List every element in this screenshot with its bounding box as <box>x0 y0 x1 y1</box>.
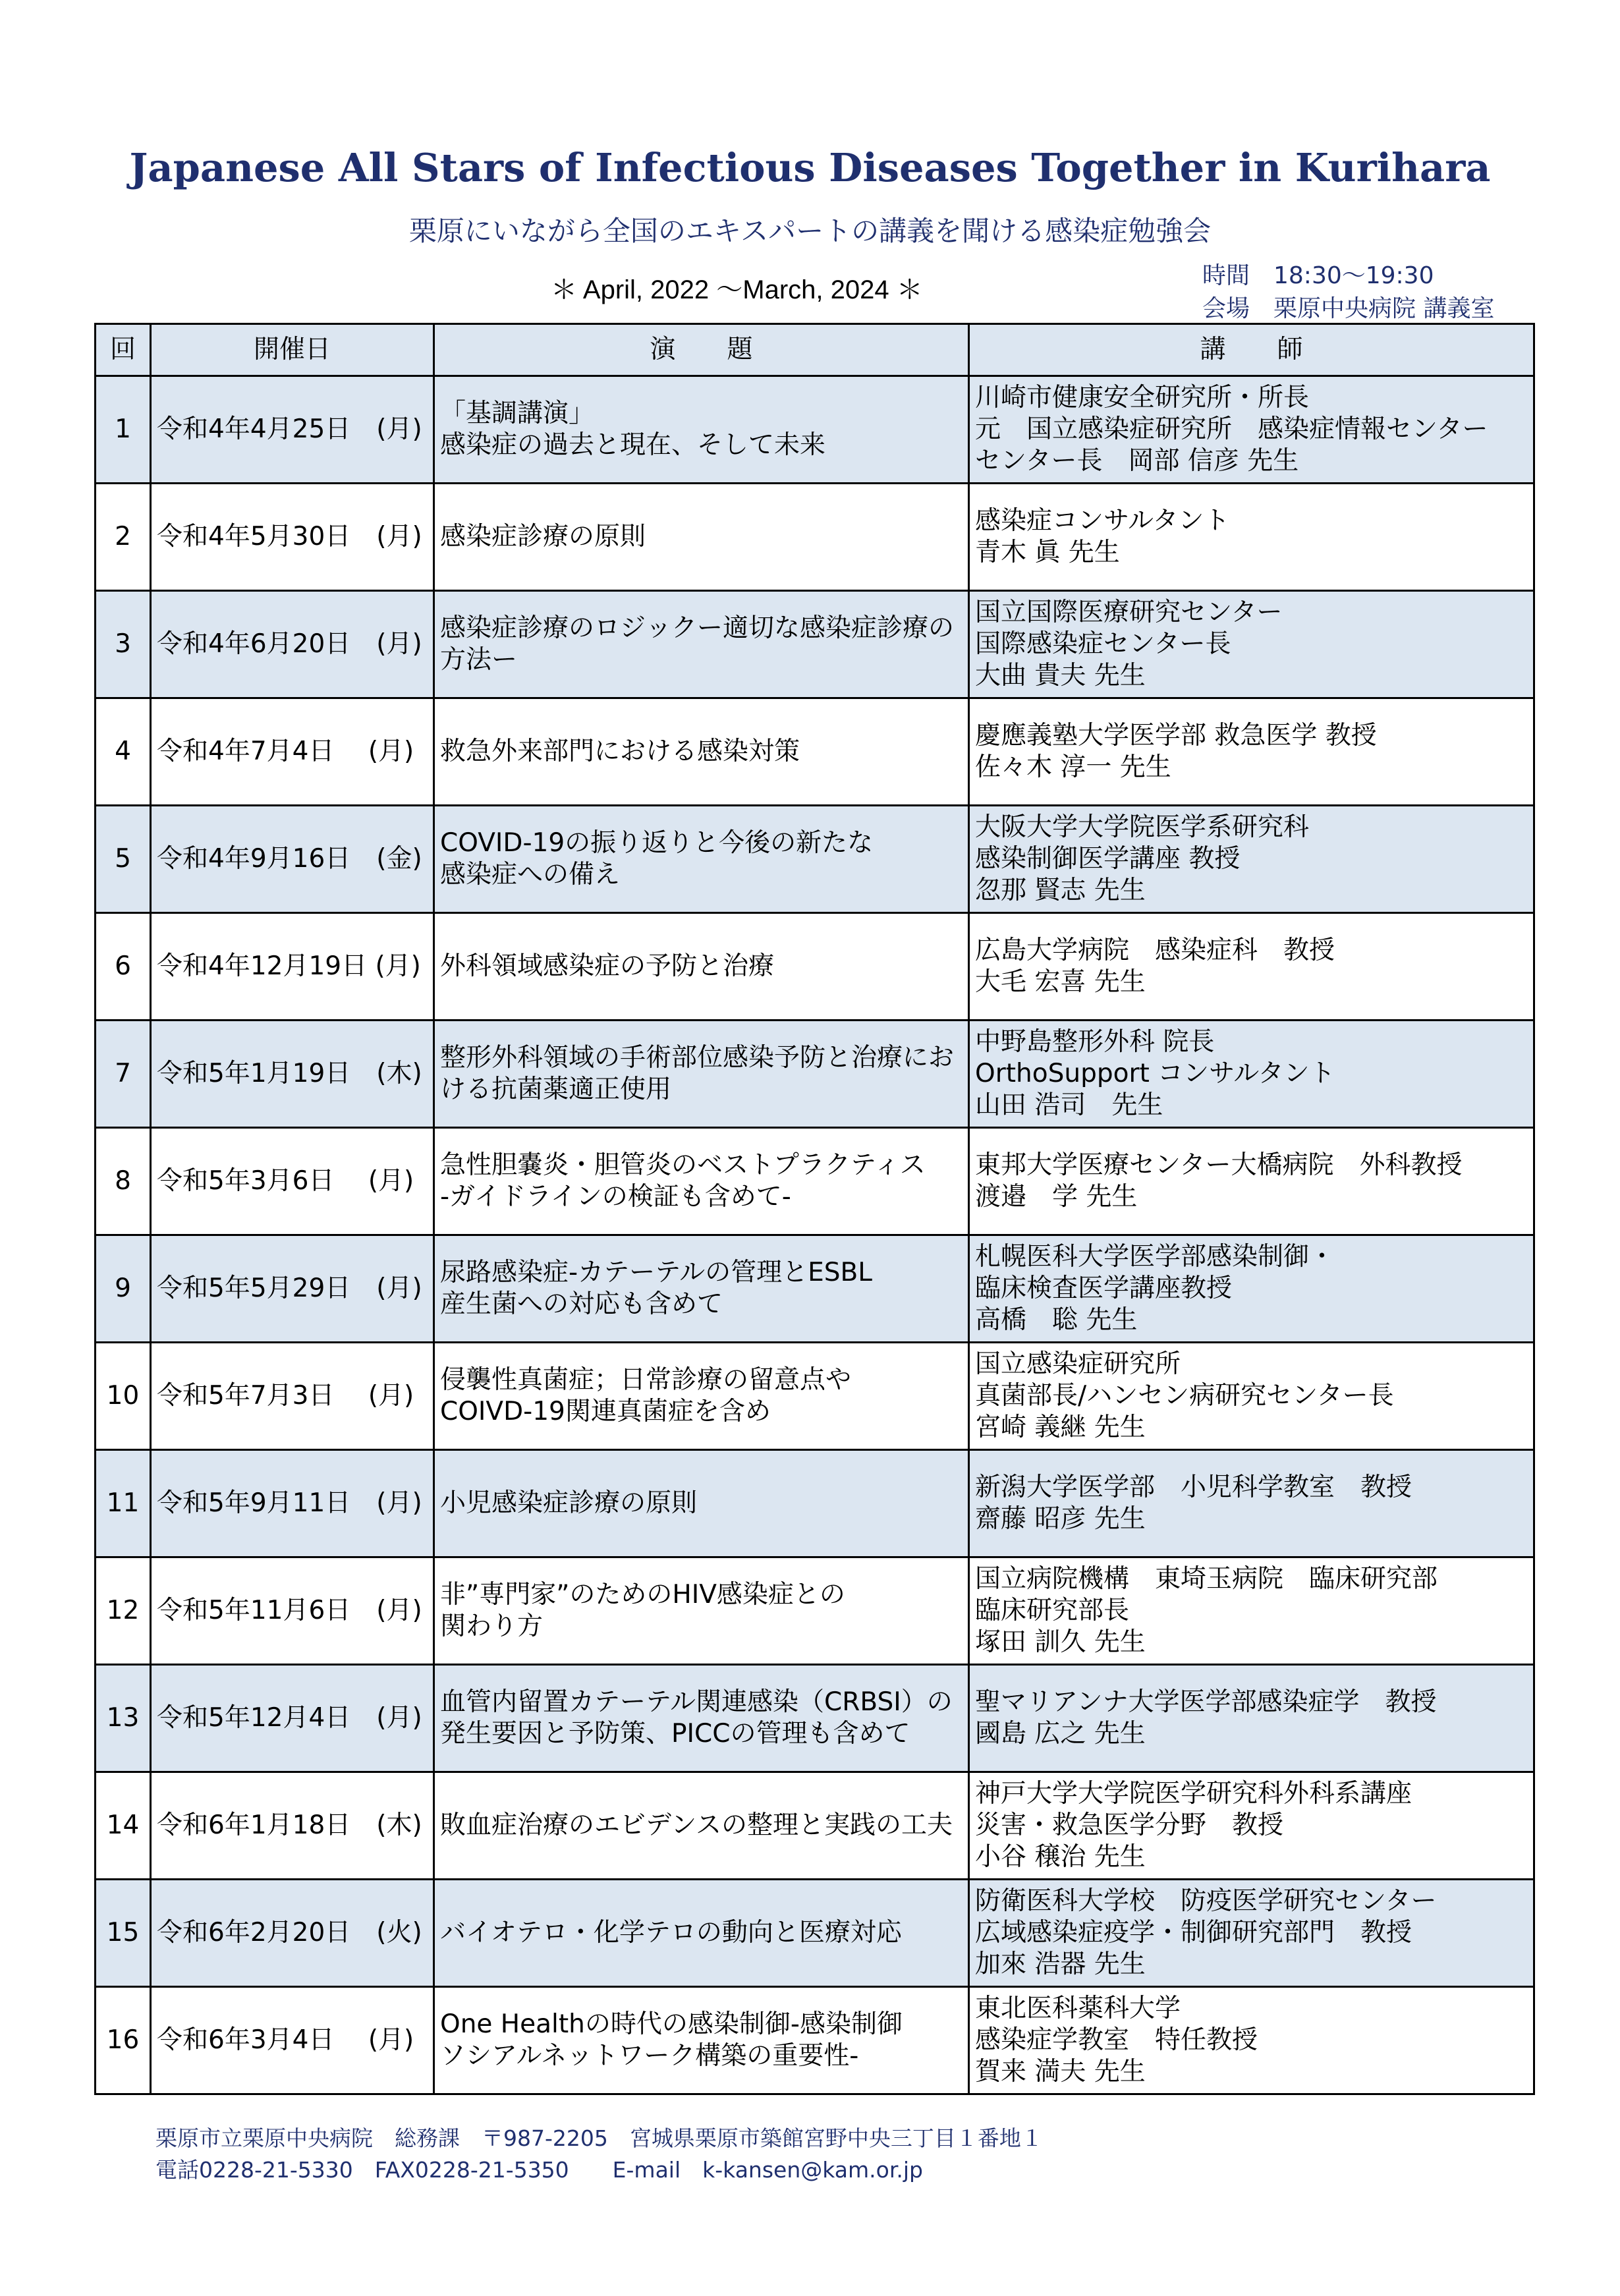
schedule-body <box>96 376 1534 2094</box>
cell-topic: One Healthの時代の感染制御-感染制御 ソシアルネットワーク構築の重要性- <box>434 1987 969 2094</box>
table-row <box>96 1665 1534 1772</box>
cell-no: 2 <box>96 484 151 591</box>
table-row <box>96 1021 1534 1128</box>
cell-lecturer: 広島大学病院 感染症科 教授 大毛 宏喜 先生 <box>969 913 1534 1021</box>
cell-no: 9 <box>96 1235 151 1343</box>
schedule-table <box>94 323 1535 2095</box>
table-row <box>96 1343 1534 1450</box>
table-row <box>96 1235 1534 1343</box>
cell-lecturer: 国立国際医療研究センター 国際感染症センター長 大曲 貴夫 先生 <box>969 591 1534 698</box>
cell-lecturer: 国立病院機構 東埼玉病院 臨床研究部 臨床研究部長 塚田 訓久 先生 <box>969 1557 1534 1665</box>
cell-no: 1 <box>96 376 151 484</box>
cell-no: 4 <box>96 698 151 806</box>
cell-lecturer: 東北医科薬科大学 感染症学教室 特任教授 賀来 満夫 先生 <box>969 1987 1534 2094</box>
cell-lecturer: 札幌医科大学医学部感染制御・ 臨床検査医学講座教授 高橋 聡 先生 <box>969 1235 1534 1343</box>
cell-topic: バイオテロ・化学テロの動向と医療対応 <box>434 1880 969 1987</box>
header-lecturer: 講 師 <box>969 324 1534 376</box>
cell-no: 14 <box>96 1772 151 1880</box>
cell-topic: 非”専門家”のためのHIV感染症との 関わり方 <box>434 1557 969 1665</box>
cell-topic: 感染症診療の原則 <box>434 484 969 591</box>
table-header-row <box>96 324 1534 376</box>
table-row <box>96 1128 1534 1235</box>
cell-no: 16 <box>96 1987 151 2094</box>
table-row <box>96 1880 1534 1987</box>
cell-lecturer: 神戸大学大学院医学研究科外科系講座 災害・救急医学分野 教授 小谷 穣治 先生 <box>969 1772 1534 1880</box>
cell-topic: 尿路感染症-カテーテルの管理とESBL 産生菌への対応も含めて <box>434 1235 969 1343</box>
cell-no: 7 <box>96 1021 151 1128</box>
table-row <box>96 1772 1534 1880</box>
table-row <box>96 1987 1534 2094</box>
cell-date: 令和4年4月25日 (月) <box>151 376 434 484</box>
cell-date: 令和4年7月4日 (月) <box>151 698 434 806</box>
cell-topic: 「基調講演」 感染症の過去と現在、そして未来 <box>434 376 969 484</box>
cell-date: 令和5年11月6日 (月) <box>151 1557 434 1665</box>
table-row <box>96 1557 1534 1665</box>
cell-topic: 血管内留置カテーテル関連感染（CRBSI）の発生要因と予防策、PICCの管理も含めて <box>434 1665 969 1772</box>
cell-lecturer: 感染症コンサルタント 青木 眞 先生 <box>969 484 1534 591</box>
cell-no: 11 <box>96 1450 151 1557</box>
cell-lecturer: 新潟大学医学部 小児科学教室 教授 齋藤 昭彦 先生 <box>969 1450 1534 1557</box>
cell-lecturer: 聖マリアンナ大学医学部感染症学 教授 國島 広之 先生 <box>969 1665 1534 1772</box>
cell-lecturer: 防衛医科大学校 防疫医学研究センター 広域感染症疫学・制御研究部門 教授 加來 浩器 先生 <box>969 1880 1534 1987</box>
cell-no: 6 <box>96 913 151 1021</box>
venue-label: 会場 栗原中央病院 講義室 <box>1202 295 1495 322</box>
cell-lecturer: 中野島整形外科 院長 OrthoSupport コンサルタント 山田 浩司 先生 <box>969 1021 1534 1128</box>
cell-no: 5 <box>96 806 151 913</box>
cell-topic: 侵襲性真菌症；日常診療の留意点や COIVD-19関連真菌症を含め <box>434 1343 969 1450</box>
cell-no: 12 <box>96 1557 151 1665</box>
footer-contact: 電話0228-21-5330 FAX0228-21-5350 E-mail k-kansen@kam.or.jp <box>155 2157 923 2183</box>
cell-topic: 救急外来部門における感染対策 <box>434 698 969 806</box>
cell-no: 13 <box>96 1665 151 1772</box>
footer-address: 栗原市立栗原中央病院 総務課 〒987-2205 宮城県栗原市築館宮野中央三丁目１番地１ <box>155 2125 1043 2151</box>
cell-lecturer: 東邦大学医療センター大橋病院 外科教授 渡邉 学 先生 <box>969 1128 1534 1235</box>
cell-lecturer: 川崎市健康安全研究所・所長 元 国立感染症研究所 感染症情報センター センター長 岡部 信彦 先生 <box>969 376 1534 484</box>
table-row <box>96 591 1534 698</box>
cell-topic: 整形外科領域の手術部位感染予防と治療における抗菌薬適正使用 <box>434 1021 969 1128</box>
cell-date: 令和5年7月3日 (月) <box>151 1343 434 1450</box>
cell-date: 令和4年5月30日 (月) <box>151 484 434 591</box>
cell-lecturer: 国立感染症研究所 真菌部長/ハンセン病研究センター長 宮崎 義継 先生 <box>969 1343 1534 1450</box>
cell-topic: 小児感染症診療の原則 <box>434 1450 969 1557</box>
cell-date: 令和4年6月20日 (月) <box>151 591 434 698</box>
cell-date: 令和5年9月11日 (月) <box>151 1450 434 1557</box>
time-label: 時間 18:30〜19:30 <box>1202 262 1434 289</box>
header-no: 回 <box>96 324 151 376</box>
cell-no: 8 <box>96 1128 151 1235</box>
cell-topic: 急性胆嚢炎・胆管炎のベストプラクティス -ガイドラインの検証も含めて- <box>434 1128 969 1235</box>
cell-no: 15 <box>96 1880 151 1987</box>
cell-no: 10 <box>96 1343 151 1450</box>
cell-lecturer: 大阪大学大学院医学系研究科 感染制御医学講座 教授 忽那 賢志 先生 <box>969 806 1534 913</box>
cell-no: 3 <box>96 591 151 698</box>
cell-date: 令和6年1月18日 (木) <box>151 1772 434 1880</box>
cell-topic: COVID-19の振り返りと今後の新たな 感染症への備え <box>434 806 969 913</box>
cell-topic: 外科領域感染症の予防と治療 <box>434 913 969 1021</box>
table-row <box>96 1450 1534 1557</box>
cell-date: 令和4年12月19日 (月) <box>151 913 434 1021</box>
page-title: Japanese All Stars of Infectious Diseases Together in Kurihara <box>129 145 1491 190</box>
cell-date: 令和5年3月6日 (月) <box>151 1128 434 1235</box>
cell-date: 令和5年1月19日 (木) <box>151 1021 434 1128</box>
table-row <box>96 698 1534 806</box>
cell-topic: 感染症診療のロジックー適切な感染症診療の方法ー <box>434 591 969 698</box>
period-label: ＊ April, 2022 〜March, 2024 ＊ <box>551 275 923 304</box>
cell-date: 令和4年9月16日 (金) <box>151 806 434 913</box>
cell-date: 令和5年5月29日 (月) <box>151 1235 434 1343</box>
header-topic: 演 題 <box>434 324 969 376</box>
table-row <box>96 913 1534 1021</box>
cell-date: 令和6年3月4日 (月) <box>151 1987 434 2094</box>
table-row <box>96 484 1534 591</box>
table-row <box>96 806 1534 913</box>
page-subtitle: 栗原にいながら全国のエキスパートの講義を聞ける感染症勉強会 <box>408 215 1212 247</box>
cell-date: 令和6年2月20日 (火) <box>151 1880 434 1987</box>
cell-date: 令和5年12月4日 (月) <box>151 1665 434 1772</box>
cell-topic: 敗血症治療のエビデンスの整理と実践の工夫 <box>434 1772 969 1880</box>
table-row <box>96 376 1534 484</box>
cell-lecturer: 慶應義塾大学医学部 救急医学 教授 佐々木 淳一 先生 <box>969 698 1534 806</box>
header-date: 開催日 <box>151 324 434 376</box>
